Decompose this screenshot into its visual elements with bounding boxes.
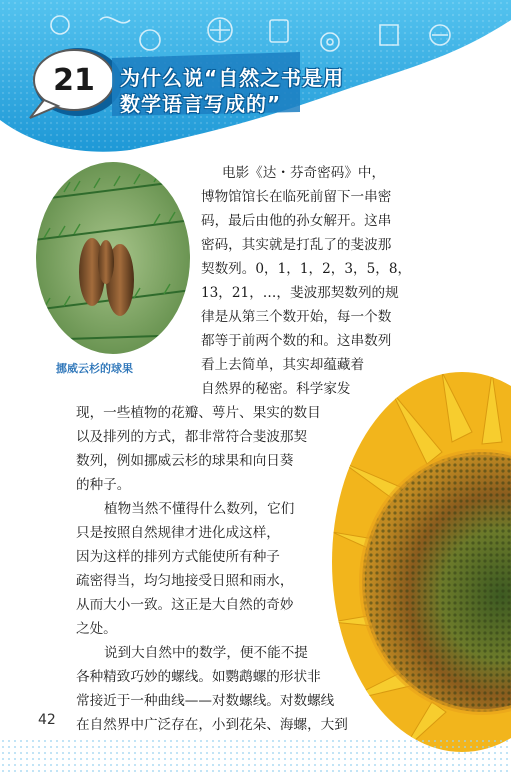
- body-line: 契数列。0，1，1，2，3，5，8，: [201, 261, 412, 277]
- body-line: 以及排列的方式，都非常符合斐波那契: [76, 429, 308, 445]
- footer-decoration: [0, 738, 511, 775]
- chapter-title-line-2: 数学语言写成的”: [120, 92, 282, 116]
- body-line: 电影《达・芬奇密码》中，: [222, 165, 386, 181]
- body-line: 律是从第三个数开始，每一个数: [201, 309, 392, 325]
- body-line: 现，一些植物的花瓣、萼片、果实的数目: [76, 405, 321, 421]
- chapter-number: 21: [53, 63, 95, 98]
- body-line: 各种精致巧妙的螺线。如鹦鹉螺的形状非: [76, 669, 321, 685]
- body-line: 常接近于一种曲线——对数螺线。对数螺线: [76, 693, 335, 709]
- body-line: 码，最后由他的孙女解开。这串: [201, 213, 392, 229]
- chapter-title-line-1: 为什么说“自然之书是用: [120, 66, 345, 90]
- body-line: 看上去简单，其实却蕴藏着: [201, 357, 365, 373]
- spruce-cone-caption: 挪威云杉的球果: [56, 362, 133, 375]
- body-line: 疏密得当，均匀地接受日照和雨水，: [76, 573, 294, 589]
- body-line: 13，21，…，斐波那契数列的规: [201, 285, 399, 301]
- body-line: 博物馆馆长在临死前留下一串密: [201, 189, 392, 205]
- body-line: 植物当然不懂得什么数列，它们: [104, 501, 295, 517]
- body-line: 因为这样的排列方式能使所有种子: [76, 549, 280, 565]
- body-line: 从而大小一致。这正是大自然的奇妙: [76, 597, 294, 613]
- body-line: 说到大自然中的数学，便不能不提: [104, 645, 308, 661]
- body-line: 都等于前两个数的和。这串数列: [201, 333, 392, 349]
- body-line: 自然界的秘密。科学家发: [201, 381, 351, 397]
- body-line: 数列，例如挪威云杉的球果和向日葵: [76, 453, 294, 469]
- page-number: 42: [38, 712, 56, 728]
- body-line: 只是按照自然规律才进化成这样，: [76, 525, 280, 541]
- sunflower-image: [332, 372, 511, 752]
- body-line: 密码，其实就是打乱了的斐波那: [201, 237, 392, 253]
- spruce-cone-image: [34, 160, 192, 356]
- body-line: 在自然界中广泛存在，小到花朵、海螺，大到: [76, 717, 348, 733]
- body-line: 的种子。: [76, 477, 131, 493]
- body-line: 之处。: [76, 621, 117, 637]
